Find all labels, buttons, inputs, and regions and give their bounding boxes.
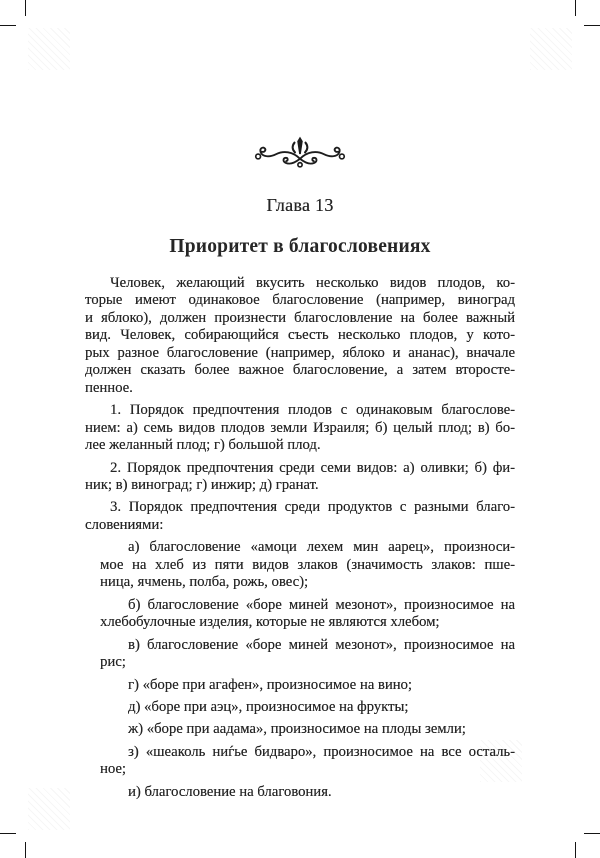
paragraph xyxy=(100,784,515,801)
text-line: лее желанный плод; г) большой плод. xyxy=(85,437,321,454)
paragraph xyxy=(85,402,515,454)
text-line: Человек, желающий вкусить несколько видов плодов, ко- xyxy=(110,275,515,291)
chapter-title: Приоритет в благословениях xyxy=(169,236,431,257)
text-line: 3. Порядок предпочтения среди продуктов с разными благо- xyxy=(110,499,515,516)
crop-mark-top-right-horizontal xyxy=(584,25,600,26)
text-line: 2. Порядок предпочтения среди семи видов: а) оливки; б) фи- xyxy=(110,459,515,476)
text-line: д) «боре при аэц», произносимое на фрукты; xyxy=(128,698,409,715)
paragraph xyxy=(85,499,515,534)
paragraph xyxy=(100,539,515,591)
crop-mark-top-left-vertical xyxy=(25,0,26,16)
text-line: словениями: xyxy=(85,516,164,533)
chapter-number: Глава 13 xyxy=(266,195,334,215)
crop-mark-bottom-left-vertical xyxy=(25,842,26,858)
paragraph xyxy=(100,699,515,716)
paragraph xyxy=(100,721,515,738)
chapter-text xyxy=(85,275,515,801)
text-line: пенное. xyxy=(85,379,133,396)
crop-mark-bottom-right-horizontal xyxy=(584,833,600,834)
text-line: 1. Порядок предпочтения плодов с одинаковым благослове- xyxy=(110,402,515,419)
scan-smudge xyxy=(28,788,70,830)
text-line: ник; в) виноград; г) инжир; д) гранат. xyxy=(85,476,319,493)
crop-mark-bottom-left-horizontal xyxy=(0,833,16,834)
text-line: б) благословение «боре миней мезонот», произносимое на xyxy=(128,596,515,613)
text-line: ное; xyxy=(100,761,126,778)
crop-mark-top-right-vertical xyxy=(575,0,576,16)
paragraph xyxy=(85,275,515,397)
text-line: а) благословение «амоци лехем мин аарец», произноси- xyxy=(128,539,515,556)
paragraph xyxy=(100,637,515,672)
text-line: мое на хлеб из пяти видов злаков (значимость злаков: пше- xyxy=(100,556,515,573)
scan-smudge xyxy=(28,28,70,70)
text-line: хлебобулочные изделия, которые не являются хлебом; xyxy=(100,614,440,631)
text-line: нием: а) семь видов плодов земли Израиля; б) целый плод; в) бо- xyxy=(85,419,515,436)
text-line: и) благословение на благовония. xyxy=(128,783,332,800)
text-line: з) «шеаколь ниѓье бидваро», произносимое на все осталь- xyxy=(128,743,515,760)
text-line: рис; xyxy=(100,654,126,671)
text-line: ж) «боре при аадама», произносимое на плоды земли; xyxy=(128,721,466,738)
text-line: в) благословение «боре миней мезонот», произносимое на xyxy=(128,636,515,653)
crop-mark-bottom-right-vertical xyxy=(575,842,576,858)
text-line: г) «боре при агафен», произносимое на вино; xyxy=(128,676,412,693)
text-line: рых разное благословение (например, яблоко и ананас), вначале xyxy=(85,344,515,361)
paragraph xyxy=(100,677,515,694)
paragraph xyxy=(85,460,515,495)
crop-mark-top-left-horizontal xyxy=(0,25,16,26)
paragraph xyxy=(100,744,515,779)
text-line: должен сказать более важное благословение, а затем второсте- xyxy=(85,362,515,379)
flourish-ornament-icon xyxy=(254,133,346,179)
page-content xyxy=(85,133,515,801)
text-line: ница, ячмень, полба, рожь, овес); xyxy=(100,574,309,591)
scan-smudge xyxy=(530,28,572,70)
text-line: и яблоко), должен произнести благословление на более важный xyxy=(85,309,515,326)
paragraph xyxy=(100,597,515,632)
text-line: вид. Человек, собирающийся съесть несколько плодов, у кото- xyxy=(85,327,515,344)
text-line: торые имеют одинаковое благословение (например, виноград xyxy=(85,292,515,309)
